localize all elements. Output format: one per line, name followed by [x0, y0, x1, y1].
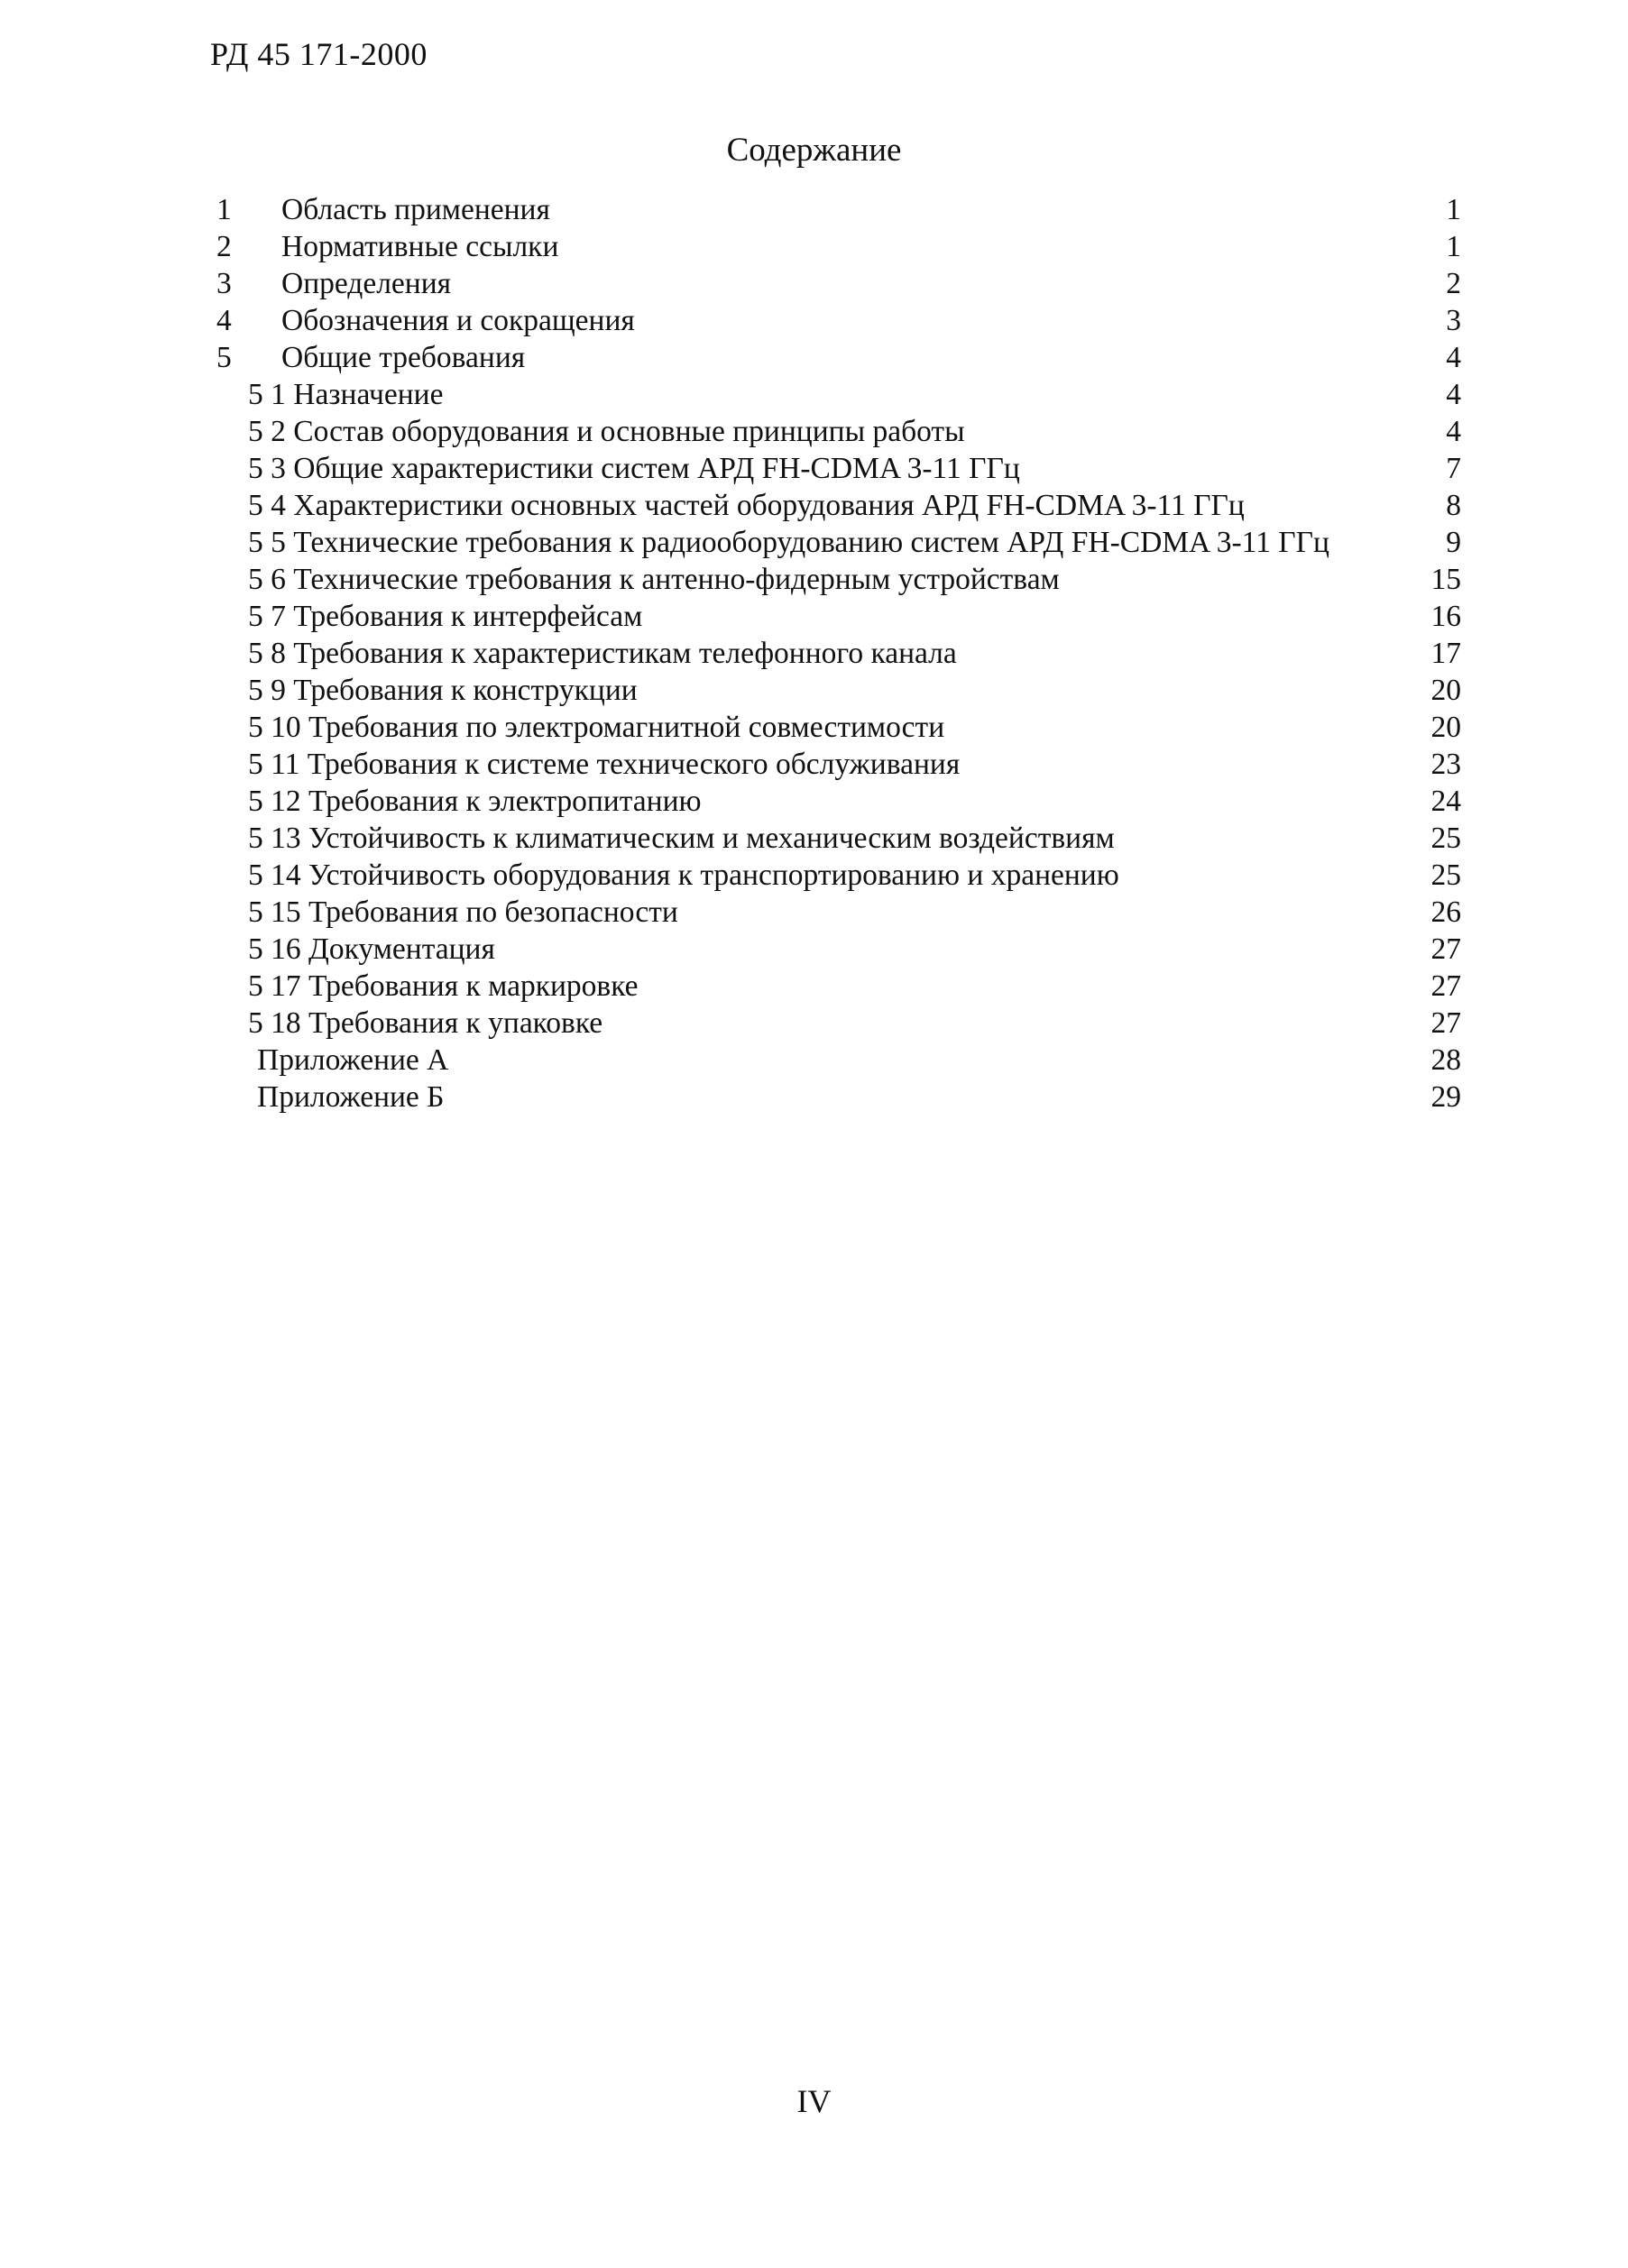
toc-entry-5-3: [0, 450, 1628, 487]
toc-entry-page: 4: [1446, 378, 1461, 411]
toc-entry-label: 5 6 Технические требования к антенно-фидерным устройствам: [248, 563, 1060, 596]
toc-entry-page: 16: [1430, 600, 1461, 633]
toc-entry-label: Приложение А: [257, 1043, 449, 1077]
toc-entry-label: 5 12 Требования к электропитанию: [248, 785, 702, 818]
toc-entry-5-9: [0, 672, 1628, 709]
toc-entry-page: 1: [1446, 230, 1461, 263]
toc-entry-page: 1: [1446, 193, 1461, 226]
toc-entry-page: 4: [1446, 341, 1461, 374]
toc-entry-label: 5 5 Технические требования к радиооборудованию систем АРД FH-CDMA 3-11 ГГц: [248, 526, 1329, 559]
toc-entry-5-18: [0, 1005, 1628, 1042]
toc-entry-page: 20: [1430, 674, 1461, 707]
toc-entry-label: Нормативные ссылки: [281, 230, 559, 263]
toc-entry-page: 25: [1430, 822, 1461, 855]
toc-entry-page: 8: [1446, 489, 1461, 522]
toc-entry-5-16: [0, 931, 1628, 968]
toc-entry-label: Обозначения и сокращения: [281, 304, 635, 337]
toc-entry-page: 29: [1430, 1080, 1461, 1114]
toc-entry-page: 24: [1430, 785, 1461, 818]
page-number: IV: [796, 2083, 832, 2119]
toc-entry-5-13: [0, 820, 1628, 857]
toc-entry-label: Определения: [281, 267, 452, 300]
toc-entry-5-1: [0, 376, 1628, 413]
toc-entry-page: 27: [1430, 969, 1461, 1003]
toc-entry-label: 5 14 Устойчивость оборудования к транспортированию и хранению: [248, 859, 1119, 892]
toc-entry-number: 3: [216, 267, 232, 300]
toc-entry-page: 28: [1430, 1043, 1461, 1077]
toc-entry-label: 5 7 Требования к интерфейсам: [248, 600, 643, 633]
toc-entry-page: 2: [1446, 267, 1461, 300]
toc-entry-page: 9: [1446, 526, 1461, 559]
toc-entry-5-8: [0, 635, 1628, 672]
toc-entry-page: 20: [1430, 711, 1461, 744]
toc-entry-number: 4: [216, 304, 232, 337]
toc-entry-label: 5 18 Требования к упаковке: [248, 1006, 603, 1040]
toc-entry-2: [0, 228, 1628, 265]
toc-entry-label: Область применения: [281, 193, 550, 226]
toc-entry-page: 26: [1430, 895, 1461, 929]
toc-entry-number: 1: [216, 193, 232, 226]
toc-entry-number: 5: [216, 341, 232, 374]
toc-entry-label: 5 15 Требования по безопасности: [248, 895, 678, 929]
toc-entry-label: 5 10 Требования по электромагнитной совместимости: [248, 711, 945, 744]
toc-entry-4: [0, 302, 1628, 339]
toc-entry-number: 2: [216, 230, 232, 263]
toc-entry-label: Общие требования: [281, 341, 526, 374]
toc-entry-5-2: [0, 413, 1628, 450]
toc-entry-appendix-b: [0, 1079, 1628, 1116]
table-of-contents: [0, 191, 1628, 1129]
toc-entry-appendix-a: [0, 1042, 1628, 1079]
toc-entry-page: 25: [1430, 859, 1461, 892]
toc-entry-label: 5 9 Требования к конструкции: [248, 674, 638, 707]
toc-entry-5-11: [0, 746, 1628, 783]
toc-entry-label: 5 16 Документация: [248, 932, 495, 966]
toc-entry-5-17: [0, 968, 1628, 1005]
toc-entry-label: 5 13 Устойчивость к климатическим и механическим воздействиям: [248, 822, 1115, 855]
toc-entry-5-4: [0, 487, 1628, 524]
toc-entry-page: 27: [1430, 1006, 1461, 1040]
toc-entry-page: 4: [1446, 415, 1461, 448]
toc-entry-5-12: [0, 783, 1628, 820]
toc-entry-label: 5 8 Требования к характеристикам телефонного канала: [248, 637, 957, 670]
toc-entry-5-15: [0, 894, 1628, 931]
toc-entry-1: [0, 191, 1628, 228]
toc-entry-page: 7: [1446, 452, 1461, 485]
toc-entry-5: [0, 339, 1628, 376]
toc-entry-page: 23: [1430, 748, 1461, 781]
toc-entry-label: Приложение Б: [257, 1080, 445, 1114]
toc-entry-label: 5 2 Состав оборудования и основные принципы работы: [248, 415, 965, 448]
document-code: РД 45 171-2000: [210, 36, 428, 72]
toc-entry-5-6: [0, 561, 1628, 598]
toc-entry-label: 5 3 Общие характеристики систем АРД FH-CDMA 3-11 ГГц: [248, 452, 1020, 485]
toc-entry-3: [0, 265, 1628, 302]
toc-entry-5-14: [0, 857, 1628, 894]
toc-entry-5-7: [0, 598, 1628, 635]
toc-entry-label: 5 4 Характеристики основных частей оборудования АРД FH-CDMA 3-11 ГГц: [248, 489, 1245, 522]
toc-entry-page: 15: [1430, 563, 1461, 596]
toc-entry-page: 17: [1430, 637, 1461, 670]
toc-entry-label: 5 1 Назначение: [248, 378, 444, 411]
toc-title: Содержание: [726, 132, 902, 169]
toc-entry-5-5: [0, 524, 1628, 561]
toc-entry-5-10: [0, 709, 1628, 746]
toc-entry-label: 5 11 Требования к системе технического обслуживания: [248, 748, 961, 781]
toc-entry-page: 27: [1430, 932, 1461, 966]
toc-entry-label: 5 17 Требования к маркировке: [248, 969, 639, 1003]
toc-entry-page: 3: [1446, 304, 1461, 337]
